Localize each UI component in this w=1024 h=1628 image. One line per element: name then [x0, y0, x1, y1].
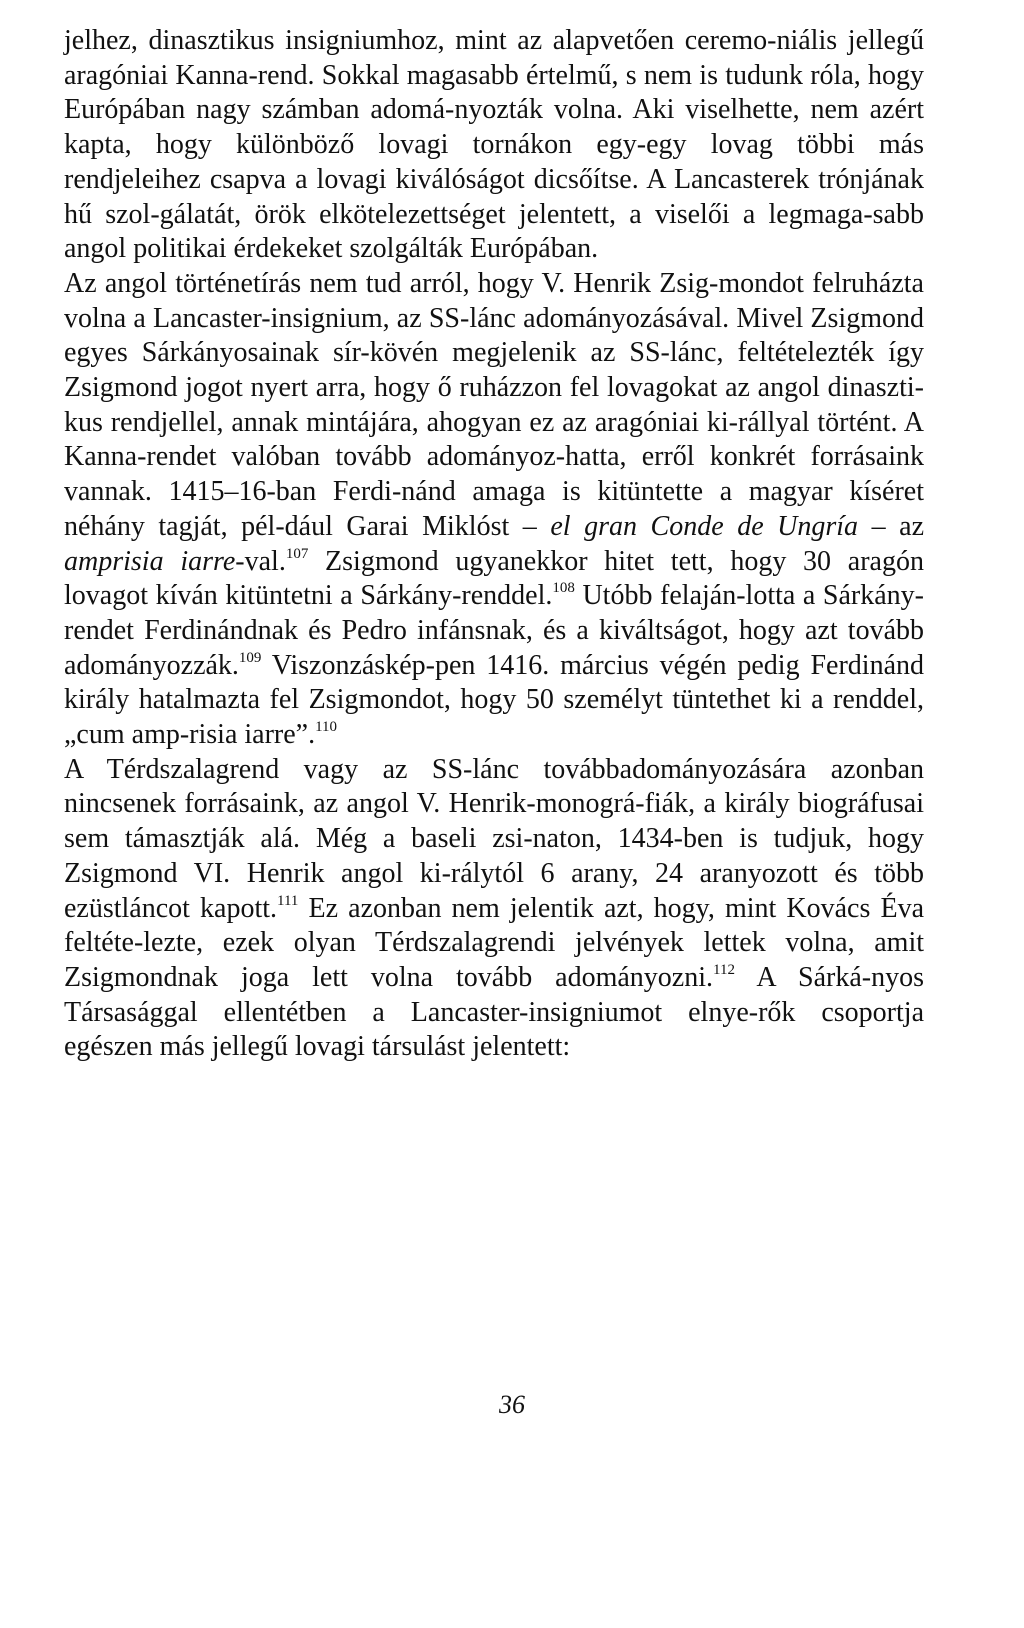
page-body	[64, 24, 924, 1065]
text-run: Utóbb felaján-lotta a Sárkány-rendet Ferdinándnak és Pedro infánsnak, és a kiváltságot, hogy azt tovább adományozzák.	[64, 580, 924, 681]
footnote-ref: 108	[552, 580, 575, 597]
text-run: A Sárká-nyos Társasággal ellentétben a Lancaster-insigniumot elnye-rők csoportja egészen más jellegű lovagi társulást jelentett:	[64, 961, 924, 1063]
text-run: Ez azonban nem jelentik azt, hogy, mint Kovács Éva feltéte-lezte, ezek olyan Térdszalagrendi jelvények lettek volna, amit Zsigmondnak joga lett volna tovább adományozni.	[64, 892, 925, 993]
footnote-ref: 111	[277, 892, 299, 909]
text-run: Zsigmond ugyanekkor hitet tett, hogy 30 aragón lovagot kíván kitüntetni a Sárkány-renddel.	[64, 545, 924, 612]
italic-text: amprisia iarre	[64, 545, 236, 577]
text-run: Viszonzáskép-pen 1416. március végén pedig Ferdinánd király hatalmazta fel Zsigmondot, hogy 50 személyt tüntethet ki a renddel, „cum amp-risia iarre”.	[64, 649, 924, 751]
paragraph-1	[64, 24, 924, 267]
text-run: Az angol történetírás nem tud arról, hogy V. Henrik Zsig-mondot felruházta volna a Lancaster-insignium, az SS-lánc adományozásával. Mivel Zsigmond egyes Sárkányosainak sír-kövén megjelenik az SS-lánc, feltételezték így Zsigmond jogot nyert arra, hogy ő ruházzon fel lovagokat az angol dinaszti-kus rendjellel, annak mintájára, ahogyan ez az aragóniai ki-rállyal történt. A Kanna-rendet valóban tovább adományoz-hatta, erről konkrét forrásaink vannak. 1415–16-ban Ferdi-nánd amaga is kitüntette a magyar kíséret néhány tagját, pél-dául Garai Miklóst –	[64, 267, 924, 542]
footnote-ref: 107	[285, 545, 309, 562]
italic-text: el gran Conde de Ungría	[550, 510, 859, 542]
footnote-ref: 110	[315, 719, 338, 736]
paragraph-3	[64, 753, 924, 1065]
text-run: – az	[858, 510, 925, 542]
text-run: -val.	[235, 545, 286, 577]
text-run: jelhez, dinasztikus insigniumhoz, mint az alapvetően ceremo-niális jellegű aragóniai Kanna-rend. Sokkal magasabb értelmű, s nem is tudunk róla, hogy Európában nagy számban adomá-nyozták volna. Aki viselhette, nem azért kapta, hogy különböző lovagi tornákon egy-egy lovag többi más rendjeleihez csapva a lovagi kiválóságot dicsőítse. A Lancasterek trónjának hű szol-gálatát, örök elkötelezettséget jelentett, a viselői a legmaga-sabb angol politikai érdekeket szolgálták Európában.	[64, 25, 924, 265]
footnote-ref: 109	[238, 649, 262, 666]
page-number: 36	[499, 1390, 525, 1419]
text-run: A Térdszalagrend vagy az SS-lánc továbbadományozására azonban nincsenek forrásaink, az angol V. Henrik-monográ-fiák, a király biográfusai sem támasztják alá. Még a baseli zsi-naton, 1434-ben is tudjuk, hogy Zsigmond VI. Henrik angol ki-rálytól 6 arany, 24 aranyozott és több ezüstláncot kapott.	[64, 753, 924, 924]
footnote-ref: 112	[713, 961, 735, 978]
paragraph-2	[64, 267, 924, 753]
